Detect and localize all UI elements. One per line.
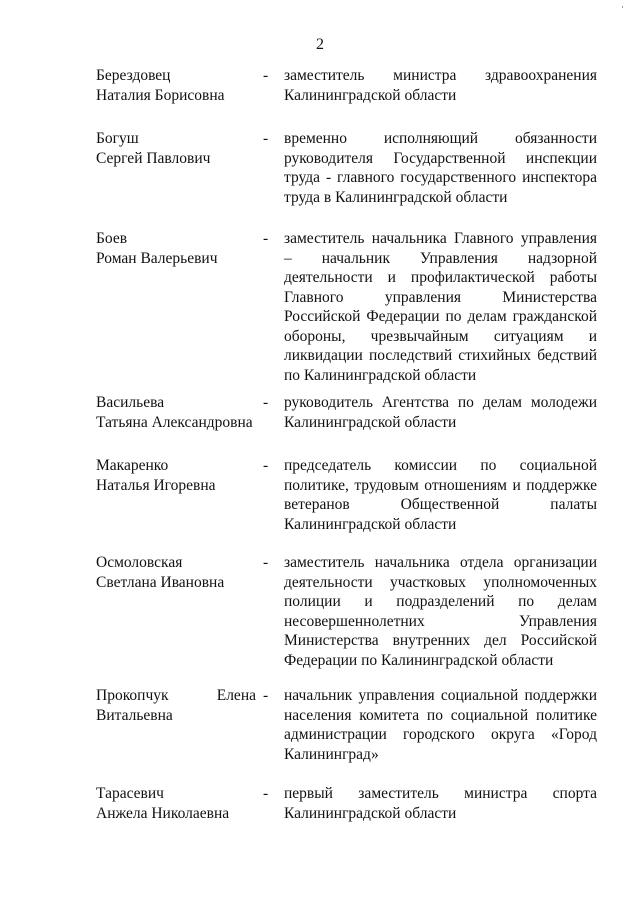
member-given-name: Сергей Павлович (96, 149, 211, 167)
member-role: первый заместитель министра спорта Калининградской области (284, 785, 597, 822)
member-given-name: Витальевна (96, 706, 173, 724)
member-role: заместитель начальника Главного управления – начальник Управления надзорной деятельности и профилактической работы Главного управления Министерства Российской Федерации по делам гражданской обороны, чрезвычайным ситуациям и ликвидации последствий стихийных бедствий по Калининградской области (284, 230, 597, 384)
member-given-name: Анжела Николаевна (96, 804, 230, 822)
member-surname: Берездовец (96, 67, 171, 84)
member-name (96, 229, 256, 268)
member-name (96, 456, 256, 495)
member-name (96, 393, 256, 432)
separator-dash: - (263, 130, 269, 147)
member-surname: Васильева (96, 394, 165, 411)
member-surname: Макаренко (96, 457, 169, 474)
separator-dash: - (263, 394, 269, 411)
member-name (96, 686, 256, 725)
separator-dash: - (263, 687, 269, 704)
member-given-name: Светлана Ивановна (96, 573, 225, 591)
separator-dash: - (263, 785, 269, 802)
member-name (96, 66, 256, 105)
member-name (96, 553, 256, 592)
member-name (96, 129, 256, 168)
member-role: заместитель начальника отдела организации деятельности участковых уполномоченных полиции и подразделений по делам несовершеннолетних Управления Министерства внутренних дел Российской Федерации по Калининградской области (284, 554, 597, 669)
separator-dash: - (263, 230, 269, 247)
member-role: временно исполняющий обязанности руководителя Государственной инспекции труда - главного государственного инспектора труда в Калининградской области (284, 130, 597, 206)
member-role: руководитель Агентства по делам молодежи Калининградской области (284, 394, 597, 431)
separator-dash: - (263, 554, 269, 571)
member-role: заместитель министра здравоохранения Калининградской области (284, 67, 597, 104)
member-surname: Осмоловская (96, 554, 183, 571)
member-surname: Боев (96, 230, 128, 247)
member-surname: Тарасевич (96, 785, 164, 802)
member-surname: Прокопчук Елена (96, 687, 256, 704)
separator-dash: - (263, 67, 269, 84)
scan-artifact (622, 6, 623, 8)
member-given-name: Наталия Борисовна (96, 86, 225, 104)
member-given-name: Роман Валерьевич (96, 249, 218, 267)
member-name (96, 784, 256, 823)
member-given-name: Наталья Игоревна (96, 476, 216, 494)
member-given-name: Татьяна Александровна (96, 413, 253, 431)
separator-dash: - (263, 457, 269, 474)
member-role: начальник управления социальной поддержки населения комитета по социальной политике администрации городского округа «Город Калининград» (284, 687, 597, 763)
member-surname: Богуш (96, 130, 139, 147)
member-role: председатель комиссии по социальной политике, трудовым отношениям и поддержке ветеранов Общественной палаты Калининградской области (284, 457, 597, 533)
page-number: 2 (316, 36, 324, 53)
